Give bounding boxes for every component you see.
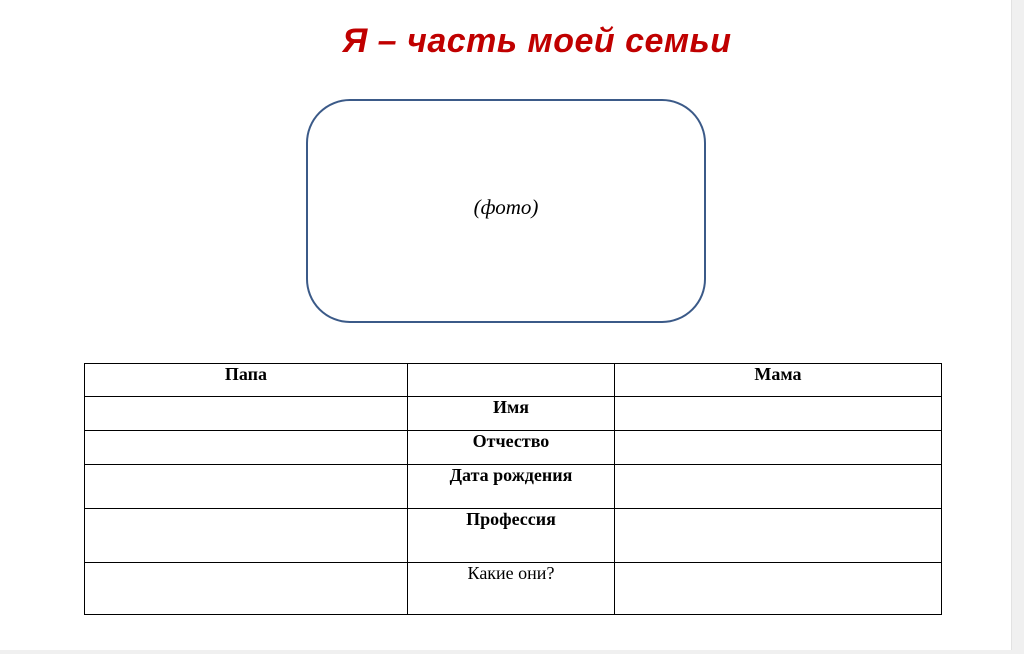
mama-birthdate-cell[interactable] — [615, 465, 942, 509]
mama-name-cell[interactable] — [615, 397, 942, 431]
slide-bottom-edge — [0, 650, 1024, 654]
row-label-description: Какие они? — [408, 563, 615, 615]
mama-description-cell[interactable] — [615, 563, 942, 615]
row-label-patronymic: Отчество — [408, 431, 615, 465]
header-mama: Мама — [615, 364, 942, 397]
row-label-name: Имя — [408, 397, 615, 431]
mama-patronymic-cell[interactable] — [615, 431, 942, 465]
slide-edge — [1011, 0, 1024, 654]
row-label-profession: Профессия — [408, 509, 615, 563]
photo-frame — [306, 99, 706, 323]
table-row-profession — [85, 509, 942, 563]
mama-profession-cell[interactable] — [615, 509, 942, 563]
papa-name-cell[interactable] — [85, 397, 408, 431]
papa-description-cell[interactable] — [85, 563, 408, 615]
papa-profession-cell[interactable] — [85, 509, 408, 563]
table-row-name — [85, 397, 942, 431]
header-papa: Папа — [85, 364, 408, 397]
table-row-description — [85, 563, 942, 615]
table-row-patronymic — [85, 431, 942, 465]
header-middle — [408, 364, 615, 397]
papa-birthdate-cell[interactable] — [85, 465, 408, 509]
row-label-birthdate: Дата рождения — [408, 465, 615, 509]
table-row-birthdate — [85, 465, 942, 509]
papa-patronymic-cell[interactable] — [85, 431, 408, 465]
family-table — [84, 363, 942, 615]
table-header-row — [85, 364, 942, 397]
photo-placeholder-label: (фото) — [473, 195, 539, 219]
page-title: Я – часть моей семьи — [342, 22, 732, 60]
